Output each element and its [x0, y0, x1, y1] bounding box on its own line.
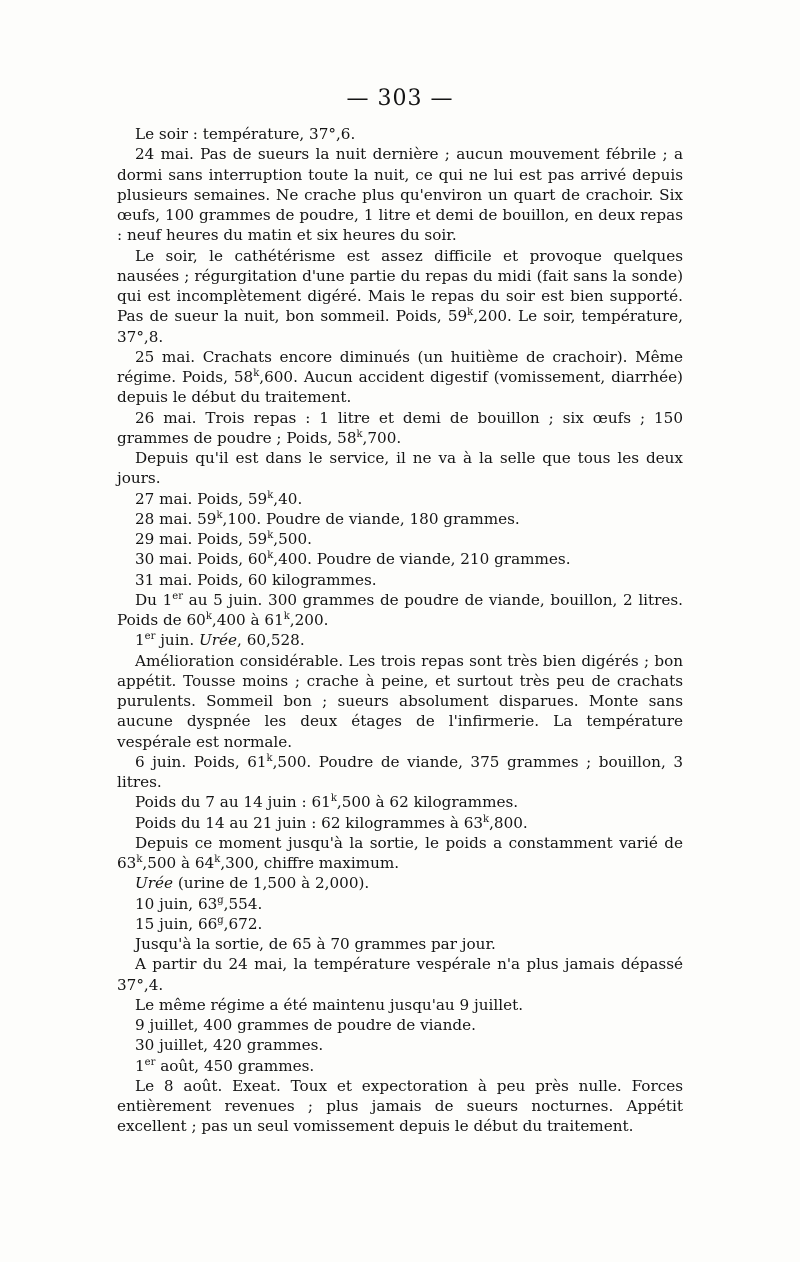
paragraph: Urée (urine de 1,500 à 2,000). — [135, 874, 370, 893]
page-body — [117, 124, 683, 1137]
paragraph: 9 juillet, 400 grammes de poudre de viande. — [135, 1016, 476, 1034]
paragraph: Poids du 14 au 21 juin : 62 kilogrammes à 63$^k$,800. — [135, 813, 528, 832]
paragraph: Depuis qu'il est dans le service, il ne va à la selle que tous les deux jours. — [117, 449, 683, 488]
paragraph: 26 mai. Trois repas : 1 litre et demi de bouillon ; six œufs ; 150 grammes de poudre ; Poids, 58$^k$,700. — [117, 408, 683, 447]
paragraph: 24 mai. Pas de sueurs la nuit dernière ; aucun mouvement fébrile ; a dormi sans interruption toute la nuit, ce qui ne lui est pas arrivé depuis plusieurs semaines. Ne crache plus qu'environ un quart de crachoir. Six œufs, 100 grammes de poudre, 1 litre et demi de bouillon, en deux repas : neuf heures du matin et six heures du soir. — [117, 145, 683, 245]
paragraph: 30 juillet, 420 grammes. — [135, 1036, 324, 1055]
paragraph: Le soir : température, 37°,6. — [135, 125, 356, 143]
paragraph: 10 juin, 63$^g$,554. — [135, 894, 263, 913]
paragraph: 30 mai. Poids, 60$^k$,400. Poudre de viande, 210 grammes. — [135, 550, 571, 569]
paragraph: Depuis ce moment jusqu'à la sortie, le poids a constamment varié de 63$^k$,500 à 64$^k$,300, chiffre maximum. — [117, 833, 683, 872]
paragraph: A partir du 24 mai, la température vespérale n'a plus jamais dépassé 37°,4. — [117, 955, 683, 994]
paragraph: Poids du 7 au 14 juin : 61$^k$,500 à 62 kilogrammes. — [135, 793, 519, 812]
paragraph: Le 8 août. Exeat. Toux et expectoration à peu près nulle. Forces entièrement revenues ; plus jamais de sueurs nocturnes. Appétit excellent ; pas un seul vomissement depuis le début du traitement. — [117, 1076, 683, 1136]
paragraph: 29 mai. Poids, 59$^k$,500. — [135, 529, 312, 548]
page-number: — 303 — — [346, 86, 454, 111]
paragraph: 28 mai. 59$^k$,100. Poudre de viande, 180 grammes. — [135, 509, 520, 528]
paragraph: Jusqu'à la sortie, de 65 à 70 grammes par jour. — [135, 935, 496, 953]
paragraph: Le soir, le cathétérisme est assez difficile et provoque quelques nausées ; régurgitation d'une partie du repas du midi (fait sans la sonde) qui est incomplètement digéré. Mais le repas du soir est bien supporté. Pas de sueur la nuit, bon sommeil. Poids, 59$^k$,200. Le soir, température, 37°,8. — [117, 246, 683, 346]
paragraph: 1er août, 450 grammes. — [135, 1056, 315, 1075]
paragraph: 15 juin, 66$^g$,672. — [135, 914, 263, 933]
paragraph: 31 mai. Poids, 60 kilogrammes. — [135, 570, 377, 589]
paragraph: 25 mai. Crachats encore diminués (un huitième de crachoir). Même régime. Poids, 58$^k$,600. Aucun accident digestif (vomissement, diarrhée) depuis le début du traitement. — [117, 347, 683, 407]
paragraph: 6 juin. Poids, 61$^k$,500. Poudre de viande, 375 grammes ; bouillon, 3 litres. — [117, 752, 683, 791]
paragraph: Amélioration considérable. Les trois repas sont très bien digérés ; bon appétit. Tousse moins ; crache à peine, et surtout très peu de crachats purulents. Sommeil bon ; sueurs absolument disparues. Monte sans aucune dyspnée les deux étages de l'infirmerie. La température vespérale est normale. — [117, 651, 683, 751]
paragraph: Le même régime a été maintenu jusqu'au 9 juillet. — [135, 995, 524, 1014]
paragraph: Du 1er au 5 juin. 300 grammes de poudre de viande, bouillon, 2 litres. Poids de 60$^k$,400 à 61$^k$,200. — [117, 590, 684, 629]
paragraph: 1er juin. Urée, 60,528. — [135, 631, 305, 650]
paragraph: 27 mai. Poids, 59$^k$,40. — [135, 489, 303, 508]
